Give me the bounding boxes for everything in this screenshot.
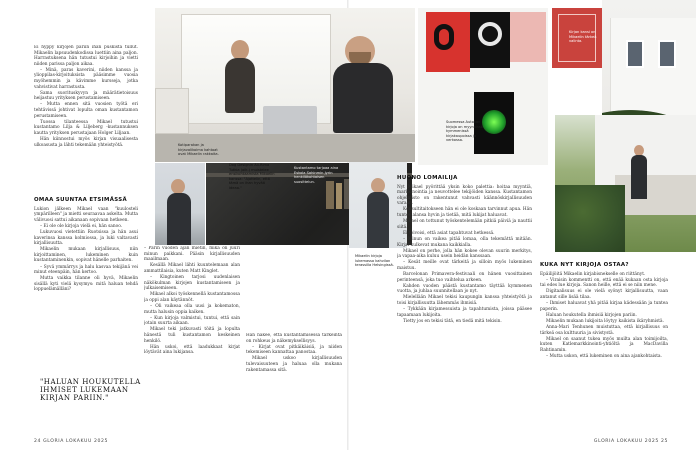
body-paragraph: – Kun kirjoja valmistui, tuntui, että sain jotain suurta aikaan. [144, 315, 240, 327]
body-paragraph: – Kesät meille ovat tärkeitä ja silloin myös lukeminen maistuu. [397, 260, 532, 271]
garden-photo [555, 115, 696, 252]
body-paragraph: Tuossa tilanteessa Mikael tutustui kustantamo Lilja & Liljeberg -kustannuksen kautta yrityksen perustajaan Holger Liljaan. [34, 119, 138, 136]
book-cover-red [426, 12, 470, 72]
body-paragraph: Mikaelin mukaan kirjallisuus, niin kirjoittaminen, lukeminen kuin kustantaminenkin, sopivat hänelle parhaiten. [34, 247, 138, 264]
article-column-5 [540, 259, 668, 434]
body-paragraph: Mikael on perhe, jolla hän kokee olevan suurin merkitys, ja vapaa-aika kuluu usein heidän kanssaan. [397, 248, 532, 260]
body-paragraph: Sama suorituskyvyn ja määrätietoisuus heijastuu yrityksen perustamiseen. [34, 90, 138, 102]
page-folio-left: 24 GLORIA LOKAKUU 2025 [34, 439, 109, 444]
body-paragraph: Mutta vaikka tilanne oli hyvä, Mikaelin sisällä kyti vielä kysymys: mitä haluan tehdä loppuelämälläni? [34, 276, 138, 293]
body-paragraph: Mielellään Mikael tekisi kaupungin kanssa yhteistyötä ja toisi kirjallisuutta lähemmäs ihmisiä. [397, 295, 532, 306]
article-column-3 [246, 333, 342, 433]
body-paragraph: – Tykkään kirjamessuista ja tapahtumista, joissa pääsee tapaamaan lukijoita. [397, 307, 532, 318]
section-heading: OMAA SUUNTAA ETSIMÄSSÄ [34, 197, 127, 203]
body-paragraph: Ei hyppy kirjojen pariin ihan puskista tullut. Mikaelin lapsuudenkodissa luettiin aina paljon. Harrastuksena hän tutustui kirjoihin ja vietti niiden parissa paljon aikaa. [34, 45, 138, 67]
body-paragraph: Digitaalisuus ei ole vielä syönyt kirjallisuutta, vaan antanut sille lisää tilaa. [540, 289, 668, 300]
body-paragraph: Hän kiinnostui myös kirjan visuaalisesta ulkoasusta ja lähti tekemään yhteistyötä. [34, 137, 138, 148]
body-paragraph: – Kingtoinen tarjosi uudenlaisen näkökulman kirjojen kustantamiseen ja julkaisemiseen. [144, 274, 240, 292]
book-cover-pink [510, 12, 546, 62]
body-paragraph: Mikael alkoi työskennellä kustantamossa ja oppi alan käytännöt. [144, 292, 240, 303]
body-paragraph: – Minä, paras kaverini, niiden kanssa ja ylioppilas-kirjoituksista pääsimme vuosia myöhemmin ja kävimme kursseja, jotka vahvistivat harrastusta. [34, 67, 138, 90]
article-column-1b [34, 194, 138, 364]
body-paragraph: – Kirjat ovat pitkäikäisiä, ja niiden tekemiseen kannattaa panostaa. [246, 344, 342, 356]
body-paragraph: – Parin vuoden ajan mietin, mikä on juuri minun paikkani. Pääsin kirjallisuuden maailmaan. [144, 246, 240, 263]
body-paragraph: Epäilijöitä Mikaelin kirjabisnekselle on riittänyt. [540, 271, 646, 277]
body-paragraph: – Viraisin kommentti on, että enää kukaan osta kirjoja tai edes lue kirjoja. Sanon heille, että ei se niin mene. [540, 277, 668, 289]
office-photo [155, 8, 415, 162]
body-paragraph: Anna-Mari Tenhunen muistuttaa, että kirjallisuus on tärkeä osa kulttuuria ja sivistystä. [540, 324, 668, 336]
body-paragraph: Kahden vuoden päästä kustantamo täyttää kymmenen vuotta, ja juhlaa suunnitellaan jo nyt. [397, 283, 532, 295]
body-paragraph: Haluan houkutella ihmisiä kirjojen pariin. [546, 312, 637, 318]
book-cover-black [470, 12, 510, 68]
body-paragraph: Lukion jälkeen Mikael vaan "kuulosteli ympärilleen" ja mietti seuraavaa askelta. Mutta välivuosi sattui aikanaan sopivaan hetkeen. [34, 206, 138, 223]
body-paragraph: – Ei ole ole kirjoja vielä ei, hän sanoo. [40, 223, 123, 229]
body-paragraph: Mikael teki jatkuvasti töitä ja lopulta hänestä tuli kustantamon keskeinen henkilö. [144, 327, 240, 344]
section-heading: HUONO LOMAILIJA [397, 175, 458, 181]
section-heading: KUKA NYT KIRJOJA OSTAA? [540, 262, 629, 268]
article-column-2 [144, 246, 240, 431]
body-paragraph: Barcelonan Primavera-festivaali on hänen vuosittainen perinteensä, joka tuo vaihtelua arkeen. [397, 272, 532, 283]
photo-caption: Kotiparakan ja kirjavalikoima kahtoat ovat Mikaelin rakkaita. [178, 143, 219, 157]
body-paragraph: – Minun on vaikea pitää lomaa, olla tekemättä mitään. Kirjat kulkevat mukana kaikkialla. [397, 236, 532, 248]
body-paragraph: Mikaelin mukaan lukijoita löytyy kaikista ikäryhmistä. [546, 318, 664, 324]
body-paragraph: Nyt Mikael pyörittää yksin koko palettia: hoitaa myyntiä, markkinointia ja neuvottelee tekijöiden kanssa. Kustantamon ohjelmisto on rakentunut vahvasti käännöskirjallisuuden varaan. [397, 184, 532, 207]
photo-caption: Dog Designin Ali-Rima Tutkia (oik.) muistelee ensikohtaamista Mikaelin kanssa: "Ajattelin, että tämä on ihan hyvää ideaa." [229, 163, 275, 190]
body-paragraph: – Oli vaikeaa olla uusi ja kokematon, mutta halusin oppia kaiken. [144, 303, 240, 315]
body-paragraph: Mikael uskoo kirjallisuuden tulevaisuuteen ja haluaa olla mukana rakentamassa sitä. [246, 356, 342, 373]
body-paragraph: Lukuvuosi vietettiin Ruotsissa ja hän asui kaverinsa kanssa kolmiossa, ja luki valtavasti kirjallisuutta. [34, 229, 138, 247]
article-column-4 [397, 172, 532, 434]
photo-caption: Suomessa Autokan kirjoja on myynnissä kymmenissä kirjakaupoissa ja verkossa. [446, 120, 483, 143]
body-paragraph: – Syvä ymmärrys ja halu kasvaa tekijänä vei minut eteenpäin, hän kertoo. [34, 264, 138, 276]
body-paragraph: Mikael on tottunut työskentelemään pitkiä päiviä ja nauttii siitä. [397, 219, 532, 230]
body-paragraph: Hän näkee, että kustantamisessa tärkeintä on rohkeus ja näkemyksellisyys. [246, 333, 342, 344]
body-paragraph: – Ihmiset haluavat yhä pitää kirjaa kädessään ja tuntea paperin. [540, 301, 668, 312]
photo-caption: Kustantamo tarjoaa aina Eskola Sahinmin Jyrin henkilökohtaisen suosittelun. [294, 166, 339, 184]
body-paragraph: Tietty jos en tekisi tätä, en tiedä mitä tekisin. [403, 318, 502, 324]
article-column-1 [34, 45, 138, 190]
body-paragraph: Kesällä Mikael lähti kuuntelemaan alan ammattilaisia, kuten Matt Kinglet. [144, 263, 240, 274]
body-paragraph: – Mutta uskon, että lukeminen on aina ajankohtaista. [546, 353, 662, 359]
body-paragraph: Konsultitaitokseen hän ei ole koskaan tarvinnut apua. Hän tuntee alansa hyvin ja tietää, mitä lukijat haluavat. [397, 207, 532, 219]
photo-caption: Mikaelin kirjoja lukemassa kahvilan terassilla Helsingissä. [355, 254, 394, 268]
body-paragraph: Hän uskoi, että laadukkaat kirjat löytävät aina lukijansa. [144, 344, 240, 356]
photo-caption: Kirjan kansi on Mikaelin tärkeä valinta. [569, 30, 597, 44]
body-paragraph: Mikael on saanut tukea myös muilta alan toimijoilta, kuten Katlemarkkinointi-yhtiöltä ja MacDavilla Rahtinamin. [540, 336, 668, 353]
mikael-portrait-photo [155, 163, 205, 245]
pull-quote: "HALUAN HOUKUTELLA IHMISET LUKEMAAN KIRJAN PARIIN." [40, 377, 141, 402]
page-folio-right: GLORIA LOKAKUU 2025 25 [593, 439, 668, 444]
body-paragraph: Ei toivoisi, että asiat tapahtuvat hetkessä. [403, 230, 495, 236]
body-paragraph: – Mutta ennen sitä vuosien työtä eri tehtävissä johtivat lopulta oman kustantamon perustamiseen. [34, 102, 138, 119]
